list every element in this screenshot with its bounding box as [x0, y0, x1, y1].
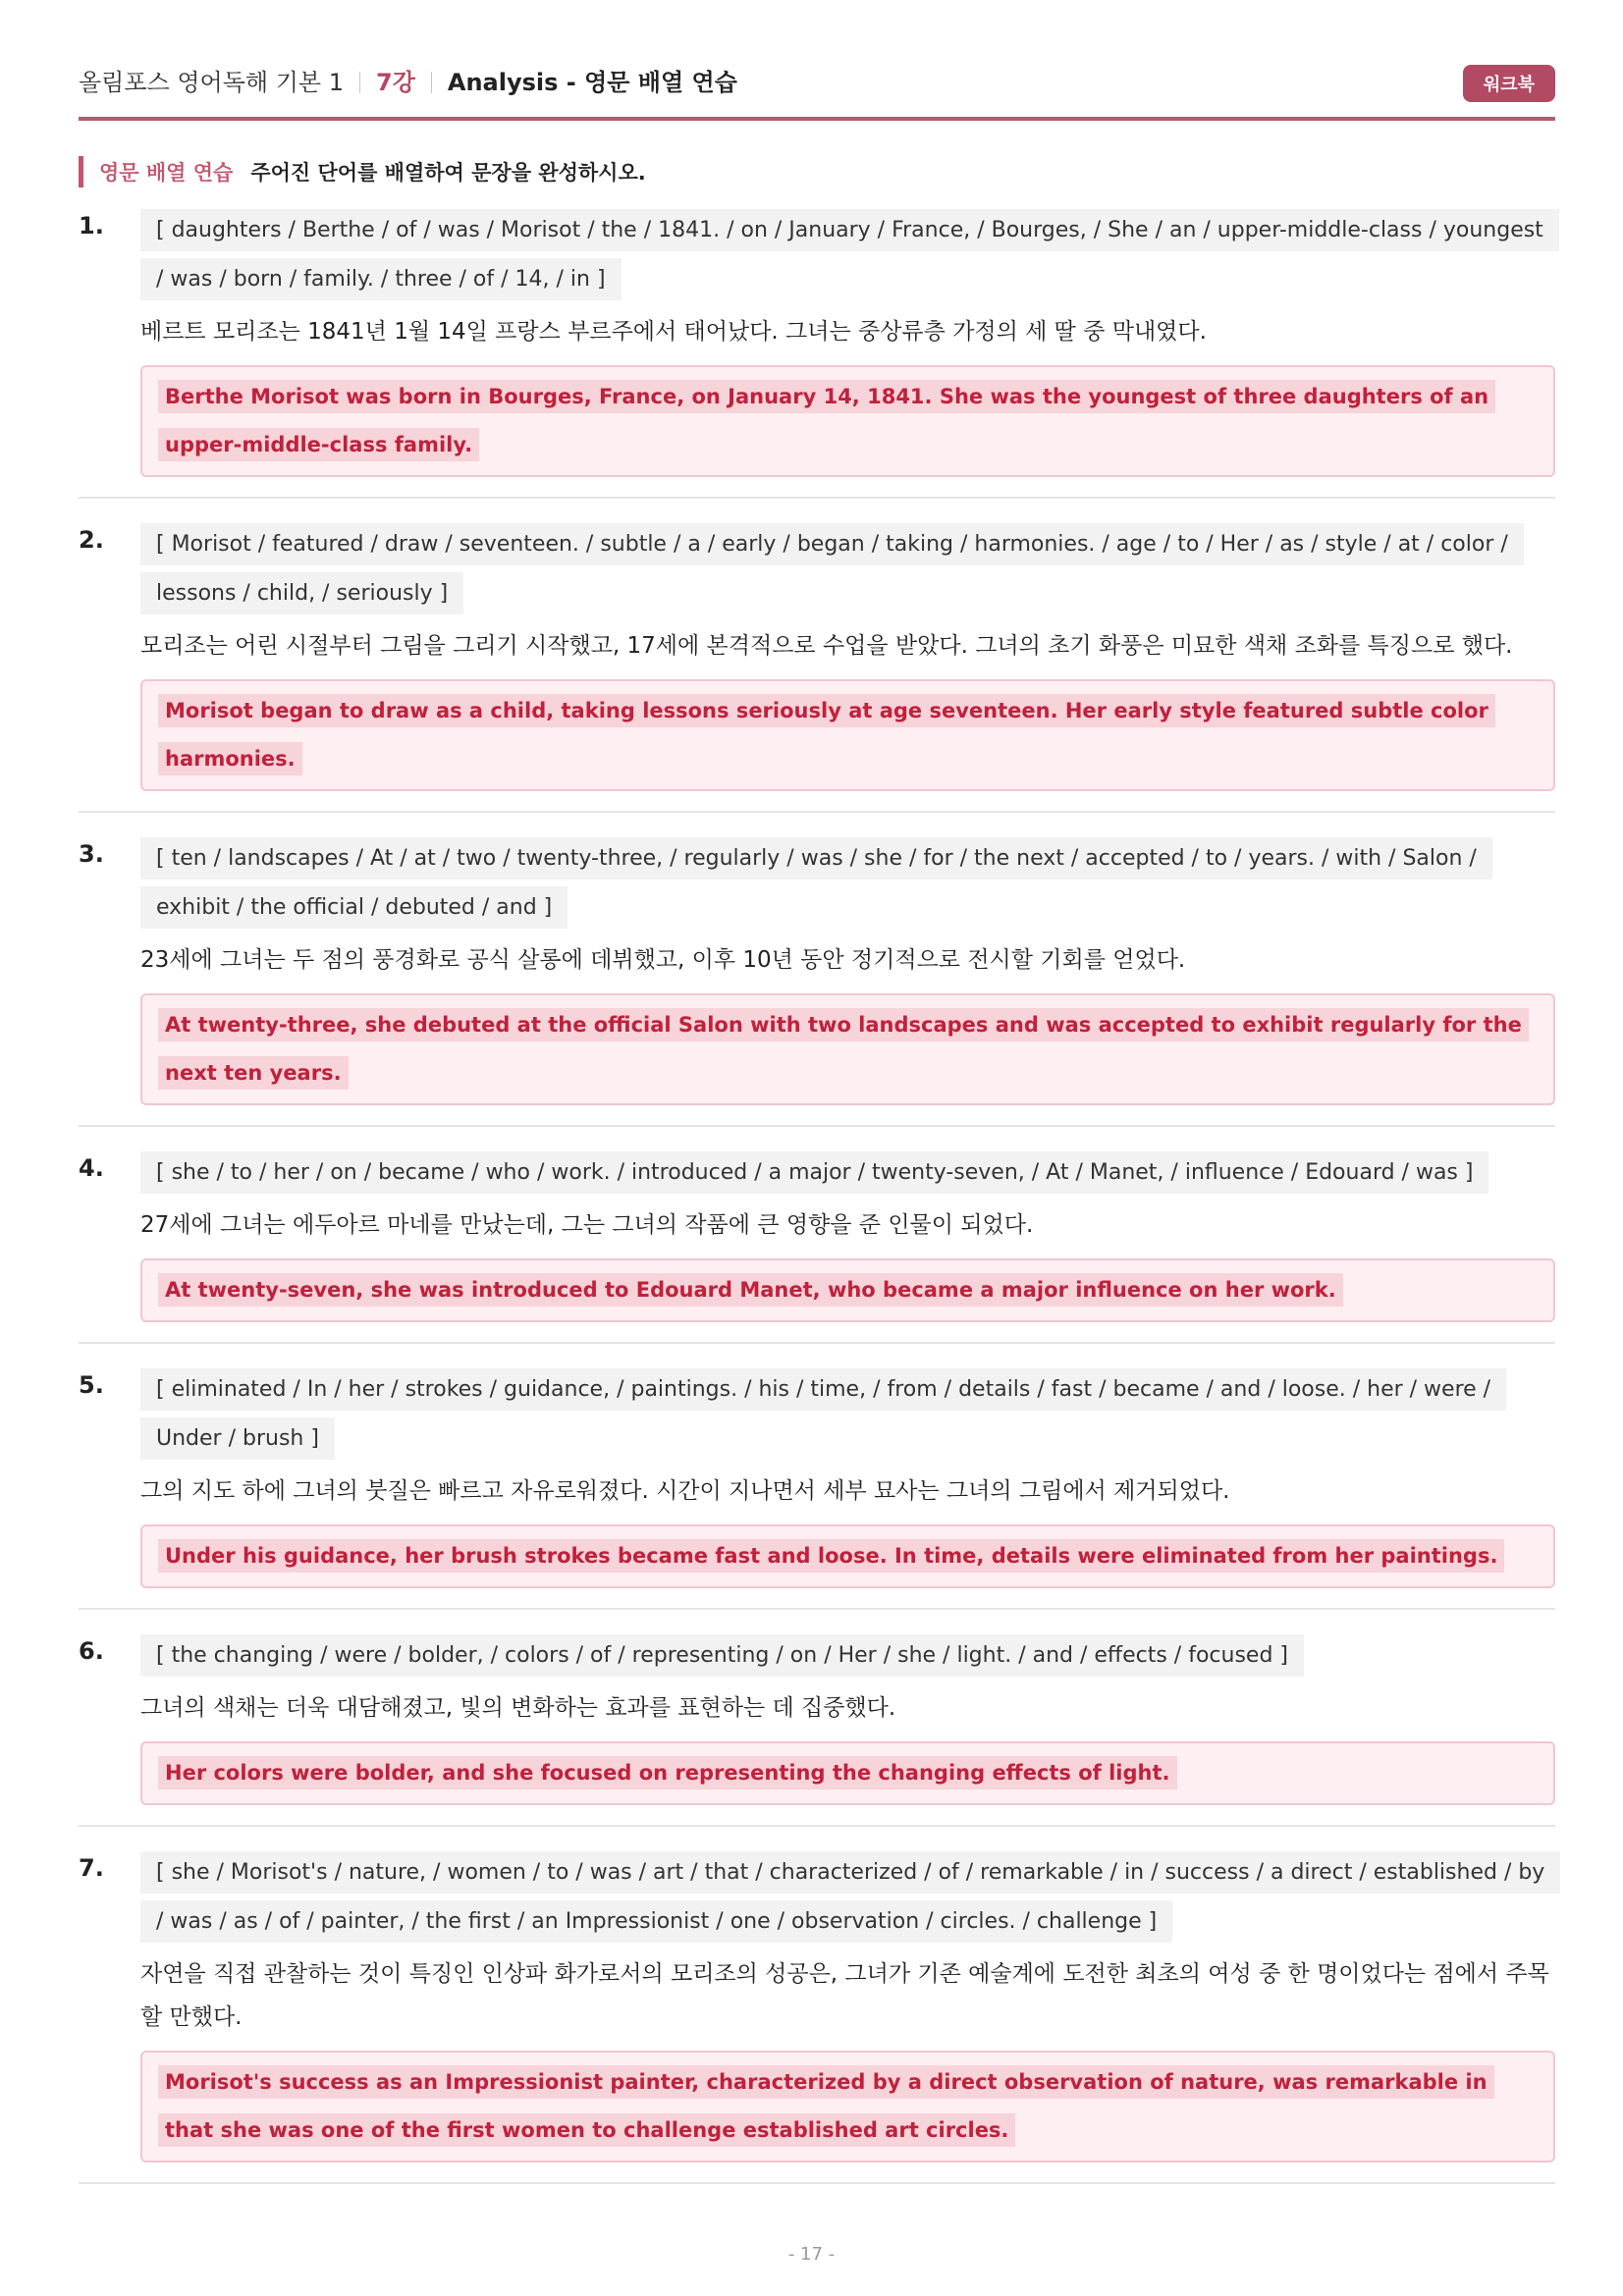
- workbook-badge: 워크북: [1463, 65, 1555, 102]
- answer-line: [158, 1001, 1538, 1097]
- answer-box: [140, 679, 1555, 791]
- exercise-item: [79, 520, 1555, 813]
- header-divider: [431, 72, 432, 93]
- answer-line: [158, 1532, 1538, 1580]
- exercise-item: [79, 1631, 1555, 1827]
- page-title: Analysis - 영문 배열 연습: [447, 69, 737, 96]
- answer-text: At twenty-seven, she was introduced to Edouard Manet, who became a major influence on her work.: [158, 1273, 1343, 1307]
- answer-line: [158, 1266, 1538, 1314]
- word-bank-text: [ ten / landscapes / At / at / two / twenty-three, / regularly / was / she / for / the next / accepted / to / years. / with / Salon / exhibit / the official / debuted / and ]: [140, 837, 1492, 929]
- item-number: 7.: [79, 1854, 104, 1882]
- answer-box: [140, 993, 1555, 1105]
- korean-translation: 23세에 그녀는 두 점의 풍경화로 공식 살롱에 데뷔했고, 이후 10년 동안 정기적으로 전시할 기회를 얻었다.: [140, 947, 1186, 973]
- exercise-item: [79, 1148, 1555, 1344]
- korean-translation: 자연을 직접 관찰하는 것이 특징인 인상파 화가로서의 모리조의 성공은, 그녀가 기존 예술계에 도전한 최초의 여성 중 한 명이었다는 점에서 주목할 만했다.: [140, 1961, 1549, 2030]
- korean-translation: 27세에 그녀는 에두아르 마네를 만났는데, 그는 그녀의 작품에 큰 영향을 준 인물이 되었다.: [140, 1212, 1034, 1238]
- answer-box: [140, 2051, 1555, 2163]
- answer-box: [140, 365, 1555, 477]
- answer-box: [140, 1741, 1555, 1805]
- exercise-item: [79, 1365, 1555, 1610]
- word-bank: [140, 834, 1555, 933]
- korean-translation: 그의 지도 하에 그녀의 붓질은 빠르고 자유로워졌다. 시간이 지나면서 세부 묘사는 그녀의 그림에서 제거되었다.: [140, 1478, 1230, 1504]
- answer-box: [140, 1524, 1555, 1588]
- word-bank: [140, 206, 1555, 304]
- item-number: 2.: [79, 526, 104, 554]
- word-bank-text: [ Morisot / featured / draw / seventeen. / subtle / a / early / began / taking / harmonies. / age / to / Her / as / style / at / color / lessons / child, / seriously ]: [140, 523, 1524, 614]
- korean-translation: 베르트 모리조는 1841년 1월 14일 프랑스 부르주에서 태어났다. 그녀는 중상류층 가정의 세 딸 중 막내였다.: [140, 319, 1207, 345]
- item-number: 1.: [79, 212, 104, 240]
- answer-text: Under his guidance, her brush strokes became fast and loose. In time, details were eliminated from her paintings.: [158, 1539, 1504, 1573]
- header-divider: [359, 72, 360, 93]
- answer-line: [158, 687, 1538, 783]
- word-bank-text: [ daughters / Berthe / of / was / Morisot / the / 1841. / on / January / France, / Bourges, / She / an / upper-middle-class / youngest / was / born / family. / three / of / 14, / in ]: [140, 209, 1559, 300]
- answer-box: [140, 1258, 1555, 1322]
- answer-text: At twenty-three, she debuted at the official Salon with two landscapes and was accepted to exhibit regularly for the next ten years.: [158, 1008, 1529, 1090]
- answer-line: [158, 1749, 1538, 1797]
- answer-line: [158, 373, 1538, 469]
- answer-text: Morisot began to draw as a child, taking lessons seriously at age seventeen. Her early style featured subtle color harmonies.: [158, 694, 1495, 775]
- word-bank-text: [ she / to / her / on / became / who / work. / introduced / a major / twenty-seven, / At / Manet, / influence / Edouard / was ]: [140, 1151, 1488, 1194]
- word-bank: [140, 520, 1555, 618]
- page-header: [79, 65, 1555, 120]
- word-bank: [140, 1631, 1555, 1681]
- word-bank: [140, 1848, 1555, 1947]
- korean-translation: 그녀의 색채는 더욱 대담해졌고, 빛의 변화하는 효과를 표현하는 데 집중했다.: [140, 1695, 896, 1721]
- header-breadcrumb: [79, 65, 737, 100]
- answer-text: Her colors were bolder, and she focused on representing the changing effects of light.: [158, 1756, 1177, 1789]
- word-bank: [140, 1148, 1555, 1198]
- word-bank-text: [ the changing / were / bolder, / colors / of / representing / on / Her / she / light. / and / effects / focused ]: [140, 1634, 1304, 1677]
- chapter-label: 7강: [376, 69, 415, 96]
- section-label: 영문 배열 연습: [99, 161, 234, 185]
- exercise-item: [79, 206, 1555, 499]
- section-instruction: 주어진 단어를 배열하여 문장을 완성하시오.: [250, 161, 646, 185]
- answer-text: Morisot's success as an Impressionist painter, characterized by a direct observation of nature, was remarkable in that she was one of the first women to challenge established art circles.: [158, 2065, 1494, 2147]
- item-number: 3.: [79, 840, 104, 868]
- page-number: - 17 -: [787, 2244, 836, 2265]
- exercise-item: [79, 1848, 1555, 2184]
- exercise-item: [79, 834, 1555, 1127]
- section-heading: [79, 156, 646, 187]
- word-bank: [140, 1365, 1555, 1464]
- header-rule: [79, 117, 1555, 121]
- korean-translation: 모리조는 어린 시절부터 그림을 그리기 시작했고, 17세에 본격적으로 수업을 받았다. 그녀의 초기 화풍은 미묘한 색채 조화를 특징으로 했다.: [140, 633, 1513, 659]
- section-accent-bar: [79, 156, 83, 187]
- answer-text: Berthe Morisot was born in Bourges, France, on January 14, 1841. She was the youngest of three daughters of an upper-middle-class family.: [158, 380, 1495, 461]
- item-number: 4.: [79, 1154, 104, 1182]
- exercise-list: [79, 206, 1555, 2206]
- book-series-title: 올림포스 영어독해 기본 1: [79, 69, 344, 96]
- answer-line: [158, 2058, 1538, 2155]
- item-number: 5.: [79, 1371, 104, 1399]
- word-bank-text: [ eliminated / In / her / strokes / guidance, / paintings. / his / time, / from / details / fast / became / and / loose. / her / were / Under / brush ]: [140, 1368, 1506, 1460]
- word-bank-text: [ she / Morisot's / nature, / women / to / was / art / that / characterized / of / remarkable / in / success / a direct / established / by / was / as / of / painter, / the first / an Impressionist / one / observation / circles. / challenge ]: [140, 1851, 1560, 1943]
- item-number: 6.: [79, 1637, 104, 1665]
